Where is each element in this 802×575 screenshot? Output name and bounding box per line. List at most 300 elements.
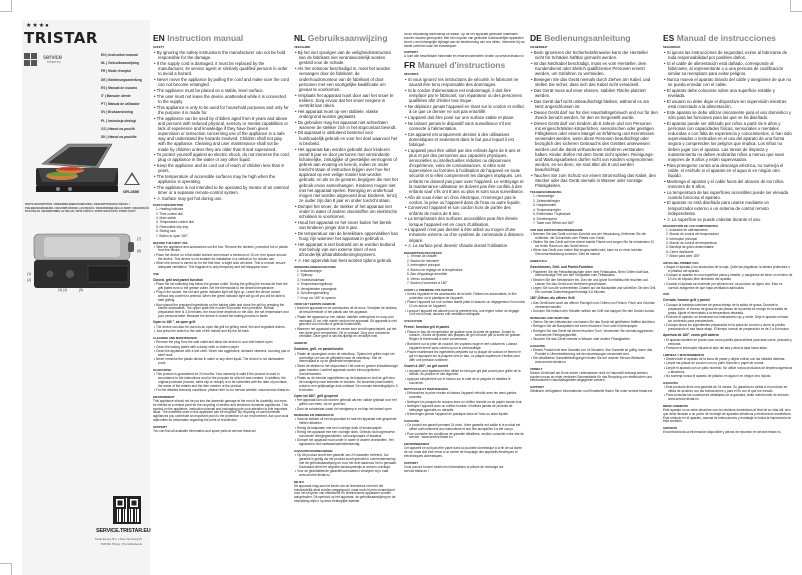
- language-item: FR | Mode d'emploi: [101, 69, 132, 74]
- list-item: • Placez maintenant les ingrédients préparés sur la plaque de cuisson et fermez le gril en appuyant sur la poignée vers le bas. La plaque supérieure s'incline pour offrir une pression uniforme.: [404, 351, 525, 363]
- list-item: • Als het netsnoer beschadigd is, moet het worden vervangen door de fabrikant, de onderhoudsmonteur van de fabrikant of door personen met een soortgelijke kwalificatie om gevaar te voorkomen.: [294, 66, 399, 92]
- list-item: • Remove the plug from the wall outlet and allow the device to cool with halves open.: [153, 341, 290, 345]
- list-item: • Das Gerät kann auch als offener Flachgrill zum Grillen von Fleisch, Fisch und Gemüse verwendet werden.: [530, 302, 658, 310]
- section-heading: GARANTIE: [404, 419, 420, 424]
- section-heading: REINIGING EN ONDERHOUD: [294, 413, 334, 418]
- language-item: CS | Návod na použití: [101, 126, 135, 131]
- column-es: [663, 33, 793, 569]
- section-heading: GARANTIEVOORWAARDEN: [294, 449, 333, 454]
- part-item: 7. Bouton d'ouverture à 180°: [407, 281, 448, 286]
- bullet-list: [530, 321, 658, 342]
- service-icon: [24, 53, 37, 66]
- section-heading: SUPPORT: [153, 424, 167, 429]
- list-item: • Ist das Netzkabel beschädigt, muss es vom Hersteller, dem Kundendienst oder ähnlich qualifizierten Personen ersetzt werden, um Gefahren zu vermeiden.: [530, 61, 658, 76]
- language-item: SK | Návod na použitie: [101, 135, 137, 140]
- bullet-list: [294, 353, 399, 393]
- bullet-list: [663, 50, 793, 222]
- list-item: • Het apparaat is niet bedoeld om te worden bediend met behulp van een externe timer of een afzonderlijk afstandsbedieningssysteem.: [294, 242, 399, 257]
- part-item: 4. Mando de control de temperatura: [666, 241, 717, 245]
- bullet-list: [530, 302, 658, 314]
- list-item: • Limpie el aparato con un paño húmedo. No utilice nunca productos de limpieza agresivos o abrasivos.: [663, 367, 793, 375]
- list-item: • Presione el interruptor situado al lado del asa y abra la tapa hacia atrás.: [663, 347, 793, 351]
- list-item: • Plaats het apparaat op een vlakke, stabiele ondergrond en zorg voor minimaal 10 cm vrije ruimte rondom het apparaat. Dit apparaat is niet geschikt voor inbouw of gebruik buitenshuis.: [294, 316, 399, 328]
- list-item: • Dieses Gerät darf von Kindern ab 8 Jahren und von Personen mit eingeschränkten körperlichen, sensorischen oder geistigen Fähigkeiten oder einem Mangel an Erfahrung und Kenntnissen verwendet werden, wenn diese Personen beaufsichtigt oder bezüglich des sicheren Gebrauchs des Gerätes unterwiesen werden und die damit verbundenen Gefahren verstanden haben. Kinder dürfen mit dem Gerät nicht spielen. Reinigungs- und Wartungsarbeiten dürfen nicht von Kindern vorgenommen werden, es sei denn, sie sind älter als 8 und werden beaufsichtigt.: [530, 121, 658, 173]
- language-item: EN | Instruction manual: [101, 53, 138, 57]
- list-item: • Bij het niet opvolgen van de veiligheidsinstructies kan de fabrikant niet verantwoordelijk worden gesteld voor de schade.: [294, 50, 399, 65]
- list-item: • Afin de vous éviter un choc électrique, n'immergez pas le cordon, la prise ou l'appareil dans de l'eau ou autre liquide.: [404, 195, 525, 205]
- section-heading: SICHERHEIT: [530, 45, 548, 50]
- bullet-list: [153, 50, 290, 201]
- section-heading: LIMPIEZA Y MANTENIMIENTO: [663, 353, 705, 357]
- section-heading: USO: [663, 292, 670, 297]
- parts-heading-multilingual: PARTS DESCRIPTION / ONDERDELENBESCHRIJVING / DESCRIPTION DES PIÈCES / TEILEBESCHREIBUNG / DESCRIPCIÓN DE LAS PIEZAS / DESCRIZIONE DELLE PARTI / DESCRIÇÃO DAS PEÇAS / BESKRIVNING AV DELAR / OPIS CZĘŚCI / POPIS SOUČÁSTÍ / POPIS ČASTÍ: [25, 203, 150, 213]
- section-heading: UTILISATION: [404, 319, 422, 324]
- bullet-list: [294, 307, 399, 339]
- section-heading: GARANTÍA: [663, 380, 679, 385]
- bullet-list: [404, 331, 525, 363]
- list-item: • Lorsque l'appareil est allumé pour la première fois, une légère odeur se dégage. Ceci est normal, assurez une ventilation adéquate.: [404, 310, 525, 318]
- product-diagram-closed-grill: [28, 228, 138, 292]
- part-item: 2. Time control dial: [156, 211, 183, 216]
- section-heading: GUARANTEE: [153, 368, 172, 373]
- list-item: • Beim Ignorieren der Sicherheitshinweise kann der Hersteller nicht für Schäden haftbar gemacht werden.: [530, 50, 658, 60]
- column-nl-fr: [404, 33, 525, 569]
- list-item: • The user must not leave the device unattended while it is connected to the supply.: [153, 94, 290, 104]
- list-item: • Verplaats het apparaat nooit door aan het snoer te trekken. Zorg ervoor dat het snoer nergens in verstrikt kan raken.: [294, 93, 399, 108]
- section-heading: USE: [153, 271, 159, 276]
- section-heading: VOR DER ERSTEN INBETRIEBNAHME: [530, 227, 583, 232]
- paragraph: U kunt alle beschikbare informatie en reserveonderdelen vinden op service.tristar.eu!: [404, 54, 524, 59]
- list-item: • Reinigen Sie die Backplatten mit einem feuchten Tuch oder Küchenpapier.: [530, 325, 658, 329]
- list-item: • Clean the baking plates with a damp cloth or kitchen paper.: [153, 346, 290, 350]
- part-item: 3. Hoofdschakelaar: [297, 277, 325, 282]
- list-item: • Reinigen Sie das Gerät mit einem feuchten Tuch. Verwenden Sie niemals aggressive, scheuernde Reinigungsmittel.: [530, 330, 658, 338]
- product-photo-open-grill: [28, 138, 138, 196]
- language-item: PL | Instrukcja obsługi: [101, 118, 137, 123]
- subsection-heading: Ouvert à 180°, un gril ouvert: [404, 364, 449, 369]
- list-item: • Tauchen Sie das Gerät niemals in Wasser oder andere Flüssigkeiten.: [530, 338, 658, 342]
- list-item: • Este producto tiene una garantía de 24 meses. Su garantía es válida si el producto se utiliza de acuerdo con las instrucciones y para el fin con el que fue creado.: [663, 386, 793, 394]
- list-item: • Dompel het apparaat nooit onder in water of andere vloeistoffen. Het apparaat is niet vaatwasmachinebestendig.: [294, 439, 399, 447]
- section-heading: SOPORTE: [663, 426, 678, 431]
- list-item: • ⚠ La surface peut devenir chaude durant l'utilisation.: [404, 243, 525, 248]
- list-item: • Reinig het apparaat met een vochtige doek. Gebruik nooit agressieve, schurende reinigingsmiddelen, schuursponsjes of staalwol.: [294, 431, 399, 439]
- list-item: • Het apparaat kan ook worden gebruikt als een vlakke grilplaat voor het grillen van vlees, vis en groenten.: [294, 399, 399, 407]
- list-item: • Dieses Produkt hat eine Garantie von 24 Monaten. Ihre Garantie ist gültig, wenn das Produkt in Übereinstimmung mit den Anweisungen verwendet wird.: [530, 349, 658, 357]
- section-heading: VEILIGHEID: [294, 45, 311, 50]
- bullet-list: [153, 341, 290, 366]
- paragraph: Encontrará toda la información disponible y piezas de repuesto en service.tristar.eu.: [663, 430, 782, 435]
- section-heading: VOOR HET EERSTE GEBRUIK: [294, 302, 336, 307]
- list-item: • ⚠ Het oppervlak kan heet worden tijdens gebruik.: [294, 258, 399, 263]
- subsection-heading: Apertura de 180°, como grill abierto: [663, 333, 719, 338]
- paragraph: Vous pouvez trouver toutes les informations et pièces de rechange sur service.tristar.eu !: [404, 464, 504, 473]
- list-item: • L'appareil peut également être utilisé en tant que gril plat ouvert pour griller de la viande, du poisson et des légumes.: [404, 370, 525, 378]
- column-de: [530, 33, 658, 569]
- list-item: • ⚠ Surface may get hot during use.: [153, 196, 290, 201]
- list-item: • Druk de schakelaar naast de handgreep in en klap het deksel open.: [294, 408, 399, 412]
- part-item: 4. Temperatuurregelknop: [297, 282, 333, 287]
- list-item: • Pour connaître les conditions de garantie détaillées, veuillez consulter notre site de service : www.service.tristar.eu: [404, 433, 525, 441]
- bullet-list: [530, 233, 658, 257]
- list-item: • Place the fat collecting tray below the grease outlet. During the grilling the excess fat from the grill plates runs to the grease outlet. Set the thermostat to the desired temperature.: [153, 283, 290, 291]
- language-item: PT | Manual de utilizador: [101, 102, 140, 107]
- list-item: • Stecken Sie den Netzstecker ein. Die rote und grüne Kontrollleuchte leuchten auf. Lassen Sie das Gerät zum Vorheizen geschlossen.: [530, 279, 658, 287]
- list-item: • Platzieren Sie die Fettauffangschale unter dem Fettauslass. Beim Grillen läuft das überschüssige Fett von den Grillplatten zum Fettauslass.: [530, 271, 658, 279]
- list-item: • El aparato también se puede usar como parrilla plana abierta para asar carne, pescado y verduras.: [663, 339, 793, 347]
- subsection-heading: Geschlossen, Grill- und Panini-Funktion: [530, 265, 593, 270]
- list-item: • Coloque ahora los ingredientes preparados en la placa de cocción y cierre la parrilla presionando el asa hacia abajo. El tiempo normal de preparación es de 3 a 8 minutos.: [663, 324, 793, 332]
- parts-list: [530, 195, 658, 225]
- list-item: • El usuario no debe dejar el dispositivo sin supervisión mientras está conectado a la alimentación.: [663, 99, 793, 109]
- part-item: 2. Mando de control del temporizador: [666, 232, 719, 237]
- list-item: • Voor de gedetailleerde garantievoorwaarden verwijzen wij u naar www.service.tristar.eu: [294, 470, 399, 478]
- list-item: • Branchez sur la prise de courant, les voyants rouge et vert s'allument. Laissez l'appareil fermé sans contenu pour le préchauffage.: [404, 343, 525, 351]
- list-item: • L'appareil peut être utilisé par des enfants âgés de 8 ans et plus et par des personnes aux capacités physiques, sensorielles ou intellectuelles réduites ou dépourvues d'expérience, voire de connaissances, si elles sont supervisées ou formées à l'utilisation de l'appareil en toute sécurité et si elles comprennent les dangers impliqués. Les enfants ne doivent pas jouer avec l'appareil. Le nettoyage et la maintenance utilisateur ne doivent pas être confiés à des enfants sauf s'ils ont 8 ans ou plus et sont sous surveillance.: [404, 148, 525, 194]
- language-item: SV | Bruksanvisning: [101, 110, 133, 115]
- part-item: 7. Knop om 180° te openen: [297, 295, 336, 300]
- list-item: • Never move the appliance by pulling the cord and make sure the cord can not become entangled.: [153, 77, 290, 87]
- list-item: • Nehmen Sie das Gerät und das Zubehör aus der Verpackung. Entfernen Sie die Aufkleber, die Schutzfolie oder Plastik vom Gerät.: [530, 233, 658, 241]
- company-address: Tristar Europe B.V. | Jules Verneweg 87 5015 BH Tilburg | The Netherlands: [94, 538, 142, 546]
- bullet-list: [294, 454, 399, 478]
- callout-2: (2): [27, 278, 32, 282]
- list-item: • Dompel het snoer, de stekker of het apparaat niet onder in water of andere vloeistoffen om elektrische schokken te voorkomen.: [294, 204, 399, 219]
- list-item: • Appuyez simplement sur le bouton sur le côté de la poignée et rabattez le couvercle.: [404, 378, 525, 386]
- list-item: • The appliance is not intended to be operated by means of an external timer or a separate remote-control system.: [153, 185, 290, 195]
- subsection-heading: Fermé, fonction gril et panini: [404, 325, 450, 330]
- list-item: • No sumerja nunca el aparato de plástico en agua ni en ningún otro líquido.: [663, 375, 793, 379]
- paragraph: This appliance should not be put into the domestic garbage at the end of its durability, but must be offered at a central point for the recycling of electric and electronic domestic appliances. This symbol on the appliance, instruction manual and packaging puts your attention to this important issue. The materials used in this appliance can be recycled. By recycling of used domestic appliances you contribute an important push to the protection of our environment. Ask your local authorities for information regarding the point of recollection.: [153, 398, 289, 423]
- part-item: 3. Interrupteur principal: [407, 263, 440, 268]
- service-logo: [24, 53, 62, 66]
- list-item: • N'immergez jamais l'appareil en plastique dans de l'eau ou autre liquide.: [404, 413, 525, 417]
- list-item: • Just press the switch to the side of the handle and flip the lid back.: [153, 330, 290, 334]
- subsection-heading: Open tot 180°, grill geopend: [294, 393, 338, 398]
- section-heading: SUPPORT: [404, 460, 418, 465]
- language-item: DE | Bedienungsanleitung: [101, 77, 142, 82]
- section-heading: ENVIRONNEMENT: [404, 442, 430, 447]
- section-heading: MEDIO AMBIENTE: [663, 403, 689, 408]
- subsection-heading: 180°-Öffnen, als offener Grill: [530, 296, 575, 301]
- crop-mark: [0, 563, 12, 575]
- section-heading: MILIEU: [294, 479, 304, 484]
- subsection-heading: Open to 180 °, as open grill: [153, 320, 196, 325]
- bullet-list: [294, 399, 399, 411]
- list-item: • Das Gerät darf nicht unbeaufsichtigt bleiben, während es am Netz angeschlossen ist.: [530, 99, 658, 109]
- title-text: Gebruiksaanwijzing: [307, 33, 388, 43]
- section-heading: DESCRIPTION DES PIÈCES: [404, 250, 442, 255]
- part-item: 5. Verwijderbare opvangbak: [297, 286, 337, 291]
- section-heading: NETTOYAGE ET MAINTENANCE: [404, 387, 449, 392]
- part-item: 2. Zeiteinstellregler: [533, 198, 560, 203]
- bullet-list: [153, 283, 290, 319]
- part-item: 3. Hauptschalter: [533, 203, 557, 208]
- bullet-list: [153, 373, 290, 393]
- language-item: IT | Manuale utente: [101, 94, 131, 99]
- list-item: • The appliance can be used by children aged from 8 years and above and persons with reduced physical, sensory or mental capabilities or lack of experience and knowledge if they have been given supervision or instruction concerning use of the appliance in a safe way and understand the hazards involved. Children shall not play with the appliance. Cleaning and user maintenance shall not be made by children unless they are older than 8 and supervised.: [153, 116, 290, 152]
- list-item: • Steek de stekker in het stopcontact. Het rode en groene indicatielampje gaan branden. Laat het apparaat zonder inhoud gesloten voorverwarmen.: [294, 365, 399, 377]
- bullet-list: [530, 349, 658, 365]
- section-heading: CLEANING AND MAINTENANCE: [153, 336, 198, 341]
- list-item: • This appliance is only to be used for household purposes and only for the purpose it is made for.: [153, 105, 290, 115]
- service-label: service: [43, 54, 63, 61]
- section-heading: ANTES DEL PRIMER USO: [663, 261, 699, 266]
- paragraph: Dit apparaat mag aan het einde van de levensduur niet met het huishoudelijk afval worden weggegooid, maar moet bij een inzamelpunt voor het recyclen van elektrische en elektronische apparaten worden aangeboden. Dit symbool op het apparaat, de gebruiksaanwijzing en de verpakking wijst u op deze belangrijke kwestie.: [294, 483, 396, 504]
- list-item: • Never immerse the plastic device in water or any other liquid. The device is not dishwasher proof.: [153, 358, 290, 366]
- bullet-list: [663, 304, 793, 332]
- list-item: • Now placed the prepared ingredients on the baking plate and close the grill by pressing the handle downwards. The upper plate tilts in order to provide even pressure. Normal preparation time is 3-8 minutes, the exact time depends on the dish, the set temperature and your personal taste. Because the device is closed the baking process is faster.: [153, 304, 290, 319]
- list-item: • Reinig de bakplaten met een vochtige doek of keukenpapier.: [294, 427, 399, 431]
- part-item: 4. Temperaturregler: [533, 207, 561, 212]
- crop-mark: [790, 0, 802, 12]
- list-item: • Nunca mueva el aparato tirando del cable y asegúrese de que no se pueda enredar con el cable.: [663, 77, 793, 87]
- parts-list: [663, 229, 793, 259]
- list-item: • Saque el aparato y los accesorios de la caja. Quite las pegatinas, la lámina protectora o el plástico del aparato.: [663, 266, 793, 274]
- list-item: • For the detailed warranty conditions, please refer to our service website: www.service.tristar.eu: [153, 389, 290, 393]
- list-item: • El aparato no está diseñado para usarse mediante un temporizador externo o un sistema de control remoto independiente.: [663, 200, 793, 215]
- paragraph: Este aparato no se debe desechar con los residuos domésticos al final de su vida útil, sino que debe llevarse a un punto de reciclaje de aparatos eléctricos y electrónicos domésticos. Este símbolo en el aparato, manual de instrucciones y embalaje le indica la importancia de esta cuestión.: [663, 407, 792, 424]
- paragraph: You can find all available information and spare parts at service.tristar.eu!: [153, 428, 257, 433]
- subsection-heading: Cerrado, función grill y panini: [663, 298, 710, 303]
- bullet-list: [404, 424, 525, 440]
- list-item: • La température des surfaces accessibles peut être élevée lorsque l'appareil est en cours d'utilisation.: [404, 216, 525, 226]
- parts-list: [153, 208, 290, 238]
- list-item: • Coloque la bandeja colectora de grasa debajo de la salida de grasa. Durante la preparación, el exceso de grasa de las placas de la parrilla se recoge en la salida de grasa. Ajuste el termostato a la temperatura deseada.: [663, 304, 793, 316]
- language-code: EN: [153, 33, 165, 43]
- section-title: [663, 33, 793, 43]
- section-title: [404, 60, 525, 70]
- list-item: • Cet appareil est uniquement destiné à des utilisations domestiques et seulement dans le but pour lequel il est fabriqué.: [404, 132, 525, 147]
- list-item: • Para consultar las condiciones detalladas de la garantía, visite nuestra web de servicio: www.service.tristar.eu: [663, 394, 793, 402]
- list-item: • ⚠ La superficie se puede calentar durante el uso.: [663, 217, 793, 222]
- language-item: ES | Manual de usuario: [101, 85, 138, 90]
- title-text: Instruction manual: [167, 33, 244, 43]
- qr-code[interactable]: [113, 496, 141, 524]
- part-item: 5. Bac d'égouttage amovible: [407, 272, 448, 277]
- part-item: 1. Indicador de calentamiento: [666, 227, 708, 232]
- part-item: 5. Removable drip tray: [156, 224, 189, 229]
- list-item: • Nettoyez les plaques de cuisson avec un chiffon humide ou du papier essuie-tout.: [404, 401, 525, 405]
- part-item: 1. Heizanzeige: [533, 194, 555, 199]
- section-heading: GARANTIE: [530, 343, 546, 348]
- section-title: [294, 33, 399, 43]
- list-item: • Débranchez la prise murale et laissez l'appareil refroidir avec les demi-parties ouvertes.: [404, 392, 525, 400]
- service-website[interactable]: SERVICE.TRISTAR.EU: [96, 528, 151, 534]
- list-item: • Het apparaat moet op een stabiele, vlakke ondergrond worden geplaatst.: [294, 109, 399, 119]
- list-item: • Haal de stekker uit het stopcontact en laat het apparaat met geopende helften afkoelen.: [294, 418, 399, 426]
- bullet-list: [663, 339, 793, 351]
- list-item: • Limpie las placas de cocción con un paño húmedo o papel de cocina.: [663, 362, 793, 366]
- part-item: 6. Schuifvergrendeling: [297, 291, 329, 296]
- part-item: 1. Heating indicator: [156, 207, 184, 212]
- list-item: • Die detaillierten Garantiebedingungen finden Sie auf unserer Service-Webseite: www.service.tristar.eu: [530, 357, 658, 365]
- list-item: • Ziehen Sie den Netzstecker und lassen Sie das Gerät mit geöffneten Hälften abkühlen.: [530, 321, 658, 325]
- list-item: • When the device is turned on for the first time, a slight odor will arise. This is normal, ensure adequate ventilation. This fragrance is only temporary and will disappear soon.: [153, 262, 290, 270]
- section-heading: SUPPORT: [530, 385, 544, 390]
- list-item: • De gebruiker mag het apparaat niet achterlaten wanneer de stekker zich in het stopcontact bevindt.: [294, 120, 399, 130]
- hot-surface-warning-icon: [124, 172, 140, 185]
- list-item: • If the supply cord is damaged, it must be replaced by the manufacturer, its service agent or similarly qualified persons in order to avoid a hazard.: [153, 61, 290, 76]
- language-code: NL: [294, 33, 306, 43]
- section-heading: GEBRUIK: [294, 341, 308, 346]
- subsection-heading: Closed, grill and panini function: [153, 277, 204, 282]
- part-item: 6. Verrou coulissant: [407, 276, 435, 281]
- list-item: • Ne déplacez jamais l'appareil en tirant sur le cordon et veillez à ce que ce dernier ne soit pas entortillé.: [404, 104, 525, 114]
- list-item: • Coloque el aparato en una superficie plana y estable, y asegúrese de tener un mínimo de 10 cm de espacio libre alrededor del aparato.: [663, 274, 793, 282]
- section-heading: ENVIRONMENT: [153, 394, 175, 399]
- section-heading: PARTS DESCRIPTION: [153, 203, 184, 208]
- paragraph: na de verpakking afzonderlijk uit elkaar. Op de het apparaat gebruikte materialen kunnen worden gerecycled. Met het recyclen van gebruikte huishoudelijke apparaten levert u een belangrijke bijdrage aan de bescherming van ons milieu. Informeer bij uw lokale overheid naar het inzamelpunt.: [404, 33, 525, 48]
- section-heading: REINIGUNG UND WARTUNG: [530, 315, 570, 320]
- list-item: • L'appareil n'est pas destiné à être utilisé au moyen d'une minuterie externe ou d'un système de commande à distance séparé.: [404, 227, 525, 242]
- bullet-list: [530, 271, 658, 295]
- list-item: • El aparato puede ser utilizado por niños a partir de 8 años y personas con capacidades físicas, sensoriales o mentales reducidas o con falta de experiencia y conocimientos, si han sido supervisados o instruidos en el uso del aparato de una forma segura y comprenden los peligros que implica. Los niños no deben jugar con el aparato. Las tareas de limpieza y mantenimiento no deben realizarlas niños a menos que sean mayores de 8 años y estén supervisados.: [663, 121, 793, 162]
- part-item: 2. Tijdknop: [297, 273, 313, 278]
- model-number: GR-2850: [123, 189, 140, 194]
- list-item: • Plug in the socket, the red and green indicator light will light up. Leave the device closed without any content to preheat. When the green indicator light will go off you will be able to start grilling.: [153, 291, 290, 303]
- list-item: • Legen Sie nun die vorbereiteten Zutaten auf die Backplatte und schließen Sie den Grill. Die normale Zubereitungszeit beträgt 3-8 Minuten.: [530, 287, 658, 295]
- column-en: [153, 33, 290, 569]
- paragraph: Cet appareil ne doit pas être placé dans la poubelle domestique à la fin de sa durée de vie, mais doit être remis à un centre de recyclage des appareils électriques et électroniques domestiques.: [404, 446, 523, 458]
- list-item: • De temperatuur van de bereikbare oppervlakken kan hoog zijn wanneer het apparaat in gebruik is.: [294, 231, 399, 241]
- list-item: • Ne laissez jamais le dispositif sans surveillance s'il est connecté à l'alimentation.: [404, 121, 525, 131]
- section-heading: SAFETY: [153, 45, 165, 50]
- list-item: • Si le cordon d'alimentation est endommagé, il doit être remplacé par le fabricant, son réparateur ou des personnes qualifiées afin d'éviter tout risque.: [404, 88, 525, 103]
- section-heading: SEGURIDAD: [663, 45, 681, 50]
- part-item: 1. Témoin de chauffe: [407, 254, 437, 259]
- bullet-list: [663, 266, 793, 290]
- section-title: [153, 33, 290, 43]
- parts-list: [404, 255, 525, 285]
- list-item: • Tauchen Sie zum Schutz vor einem Stromschlag das Kabel, den Stecker oder das Gerät niemals in Wasser oder sonstige Flüssigkeiten.: [530, 173, 658, 188]
- title-text: Manuel d'instructions: [417, 59, 506, 70]
- bullet-list: [530, 50, 658, 188]
- list-item: • Dieses Gerät darf nur für den Haushaltsgebrauch und nur für den Zweck benutzt werden, für den es hergestellt wurde.: [530, 110, 658, 120]
- list-item: • Bewegen Sie das Gerät niemals durch Ziehen am Kabel, und stellen Sie sicher, dass sich das Kabel nicht verwickelt.: [530, 77, 658, 87]
- logo-stars: ★★★●: [26, 23, 50, 29]
- title-text: Bedienungsanleitung: [544, 33, 631, 43]
- language-code: DE: [530, 33, 542, 43]
- list-item: • Plaats nu de bereide ingrediënten op de bakplaat en sluit de grill door de handgreep naar beneden te drukken. De bovenste plaat kantelt, zodat er een gelijkmatige druk ontstaat. De normale bereidingstijd is 3-8 minuten.: [294, 377, 399, 392]
- section-heading: DESCRIPCIÓN DE LOS COMPONENTES: [663, 223, 719, 228]
- callout-3-4: (3) (4): [58, 288, 68, 292]
- section-heading: BEFORE THE FIRST USE: [153, 240, 188, 245]
- list-item: • Das Gerät muss auf einer ebenen, stabilen Fläche platziert werden.: [530, 88, 658, 98]
- list-item: • Placez l'appareil sur une surface stable plate et assurez un dégagement d'un moins 10 cm autour de l'appareil.: [404, 301, 525, 309]
- list-item: • Ce produit est garanti pendant 24 mois. Votre garantie est valide si le produit est utilisé conformément aux instructions et aux fins auxquelles il a été conçu.: [404, 424, 525, 432]
- list-item: • Op dit product wordt een garantie van 24 maanden verleend. Uw garantie is geldig als het product wordt gebruikt in overeenstemming met de gebruiksaanwijzing en voor het doel waarvoor het is gemaakt. Daarnaast dient het originele aankoopbewijs te worden overlegd.: [294, 454, 399, 469]
- list-item: • To protect yourself against an electric shock, do not immerse the cord, plug or appliance in the water or any other liquid.: [153, 152, 290, 162]
- bullet-list: [404, 370, 525, 386]
- section-title: [530, 33, 658, 43]
- crop-mark: [0, 0, 12, 12]
- language-code: FR: [404, 59, 416, 70]
- list-item: • Stellen Sie das Gerät auf eine ebene stabile Fläche und sorgen Sie für mindestens 10 cm freien Raum um das Gerät herum.: [530, 241, 658, 249]
- list-item: • Dit apparaat is uitsluitend bestemd voor huishoudelijk gebruik en voor het doel waarvoor het is bedoeld.: [294, 130, 399, 145]
- callout-1: (1): [27, 272, 32, 276]
- list-item: • Conservez l'appareil et son cordon hors de portée des enfants de moins de 8 ans.: [404, 205, 525, 215]
- bullet-list: [404, 77, 525, 249]
- part-item: 6. Sliding lock: [156, 229, 176, 234]
- bullet-list: [153, 246, 290, 270]
- section-heading: AVANT LA PREMIÈRE UTILISATION: [404, 287, 453, 292]
- list-item: • Si vous ignorez les instructions de sécurité, le fabricant ne saurait être tenu responsable des dommages.: [404, 77, 525, 87]
- part-item: 1. Indicatielampje: [297, 268, 322, 273]
- list-item: • Keep the appliance and its cord out of reach of children less than 8 years.: [153, 163, 290, 173]
- list-item: • Si ignora las instrucciones de seguridad, exime al fabricante de toda responsabilidad por posibles daños.: [663, 50, 793, 60]
- part-item: 5. Entfernbare Tropfschale: [533, 212, 571, 217]
- list-item: • Haal het apparaat en de accessoires uit de doos. Verwijder de stickers, de beschermfolie of het plastic van het apparaat.: [294, 307, 399, 315]
- bullet-list: [404, 293, 525, 317]
- list-item: • Wenn das Gerät zum ersten Mal eingeschaltet wird, kann es zu einer leichten Geruchsentwicklung kommen. Dies ist normal.: [530, 249, 658, 257]
- list-item: • Placez le bac de récupération de graisse sous la sortie de graisse. Durant la cuisson, l'excès de graisse des plaques de gril s'écoule par la sortie de graisse. Réglez le thermostat à votre convenance.: [404, 331, 525, 343]
- list-item: • La temperatura de las superficies accesibles puede ser elevada cuando funciona el aparato.: [663, 190, 793, 200]
- language-item: NL | Gebruiksaanwijzing: [101, 61, 140, 66]
- section-heading: TEILEBESCHREIBUNG: [530, 190, 562, 195]
- section-heading: GEBRAUCH: [530, 259, 547, 264]
- service-sub: tristar.eu: [47, 59, 61, 64]
- callout-5: (5): [79, 288, 84, 292]
- part-item: 6. Schiebesperre: [533, 216, 558, 221]
- list-item: • Houd het apparaat en het snoer buiten het bereik van kinderen jonger dan 8 jaar.: [294, 220, 399, 230]
- bullet-list: [294, 50, 399, 263]
- list-item: • Plaats de opvangbak onder de vetuitloop. Tijdens het grillen loopt het overtollige vet van de grillplaten naar de vetuitloop. Stel de thermostaat in op de gewenste temperatuur.: [294, 353, 399, 365]
- bullet-list: [404, 392, 525, 417]
- list-item: • Para protegerse contra una descarga eléctrica, no sumerja el cable, el enchufe ni el aparato en el agua ni en ningún otro líquido.: [663, 163, 793, 178]
- list-item: • Enchufe el aparato; se iluminarán los indicadores rojo y verde. Deje el aparato cerrado sin contenido para precalentarlo.: [663, 316, 793, 324]
- part-item: 3. Main switch: [156, 215, 177, 220]
- part-item: 6. Cierre deslizante: [666, 249, 694, 254]
- list-item: • This product is guaranteed for 24 months. Your warranty is valid if the product is used in accordance to the instructions and for the purpose for which it was created. In addition, the original purchase (invoice, sales slip or receipt) is to be submitted with the date of purchase, the name of the retailer and the item number of the product.: [153, 373, 290, 388]
- list-item: • L'appareil doit être posé sur une surface stable et plane.: [404, 115, 525, 120]
- list-item: • Place the device on a flat stable surface and ensure a minimum of 10 cm. free space around the device. This device is not suitable for installation in a cabinet or for outside use.: [153, 254, 290, 262]
- section-heading: UMWELT: [530, 366, 543, 371]
- list-item: • Nettoyez l'appareil avec un chiffon humide. N'utilisez jamais de produits de nettoyage agressifs ou abrasifs.: [404, 405, 525, 413]
- part-item: 4. Temperature control dial: [156, 220, 194, 225]
- part-item: 2. Bouton de minuterie: [407, 258, 440, 263]
- list-item: • Sortez l'appareil et les accessoires de la boîte. Retirez les autocollants, le film protecteur ou le plastique de l'appareil.: [404, 293, 525, 301]
- list-item: • Drücken Sie einfach den Schalter seitlich am Griff und klappen Sie den Deckel zurück.: [530, 310, 658, 314]
- tristar-logo: TRISTAR: [24, 29, 98, 47]
- column-nl: [294, 33, 399, 569]
- bullet-list: [663, 386, 793, 402]
- list-item: • Clean the appliance with a wet cloth. Never use aggressive, abrasive cleaners, scouring pad or steel wool.: [153, 350, 290, 358]
- list-item: • Take the appliance and accessories out the box. Remove the stickers, protective foil or plastic from the device.: [153, 246, 290, 254]
- list-item: • The appliance must be placed on a stable, level surface.: [153, 88, 290, 93]
- list-item: • Wanneer het apparaat voor de eerste keer wordt ingeschakeld, zal het een lichte geur verspreiden. Dit is normaal. Zorg voor voldoende ventilatie. Deze geur is slechts tijdelijk en verdwijnt snel.: [294, 328, 399, 340]
- part-item: 3. Interruptor principal: [666, 236, 698, 241]
- part-item: 7. Taste zum Öffnen auf 180°: [533, 221, 575, 225]
- section-heading: SUPPORT: [404, 50, 418, 55]
- list-item: • The temperature of accessible surfaces may be high when the appliance is operating.: [153, 174, 290, 184]
- list-item: • Het apparaat kan worden gebruikt door kinderen vanaf 8 jaar en door personen met verminderde lichamelijke, zintuiglijke of geestelijke vermogens of gebrek aan ervaring en kennis, indien ze onder toezicht staan of instructies krijgen over hoe het apparaat op een veilige manier kan worden gebruikt, en als ze de gevaren begrijpen die met het gebruik ervan samenhangen. Kinderen mogen niet met het apparaat spelen. Reiniging en onderhoud mogen niet worden uitgevoerd door kinderen, tenzij ze ouder zijn dan 8 jaar en onder toezicht staan.: [294, 147, 399, 204]
- callout-7: (7): [137, 237, 142, 241]
- list-item: • By ignoring the safety instructions the manufacturer can not be hold responsible for the damage.: [153, 50, 290, 60]
- part-item: 7. Botón para abrir 180°: [666, 254, 700, 259]
- list-item: • Si el cable de alimentación está dañado, corresponde al fabricante, al representante o a una persona de cualificación similar su reemplazo para evitar peligros.: [663, 61, 793, 76]
- bullet-list: [663, 358, 793, 379]
- part-item: 7. Button to open 180°: [156, 233, 188, 238]
- callout-6: (6): [137, 249, 142, 253]
- language-code: ES: [663, 33, 675, 43]
- part-item: 5. Bandeja de goteo desmontable: [666, 245, 714, 250]
- list-item: • Este aparato se debe utilizar únicamente para el uso doméstico y sólo para las funciones para las que se ha diseñado.: [663, 110, 793, 120]
- list-item: • Desenchufe el aparato de la toma de pared y déjelo enfriar con las mitades abiertas.: [663, 358, 793, 362]
- section-heading: ONDERDELENBESCHRIJVING: [294, 264, 336, 269]
- bullet-list: [153, 326, 290, 334]
- paragraph: Dieses Gerät darf am Ende seiner Lebensdauer nicht im Hausmüll entsorgt werden, sondern muss an einer zentralen Sammelstelle für das Recycling von elektrischen und elektronischen Haushaltsgeräten abgegeben werden.: [530, 370, 652, 383]
